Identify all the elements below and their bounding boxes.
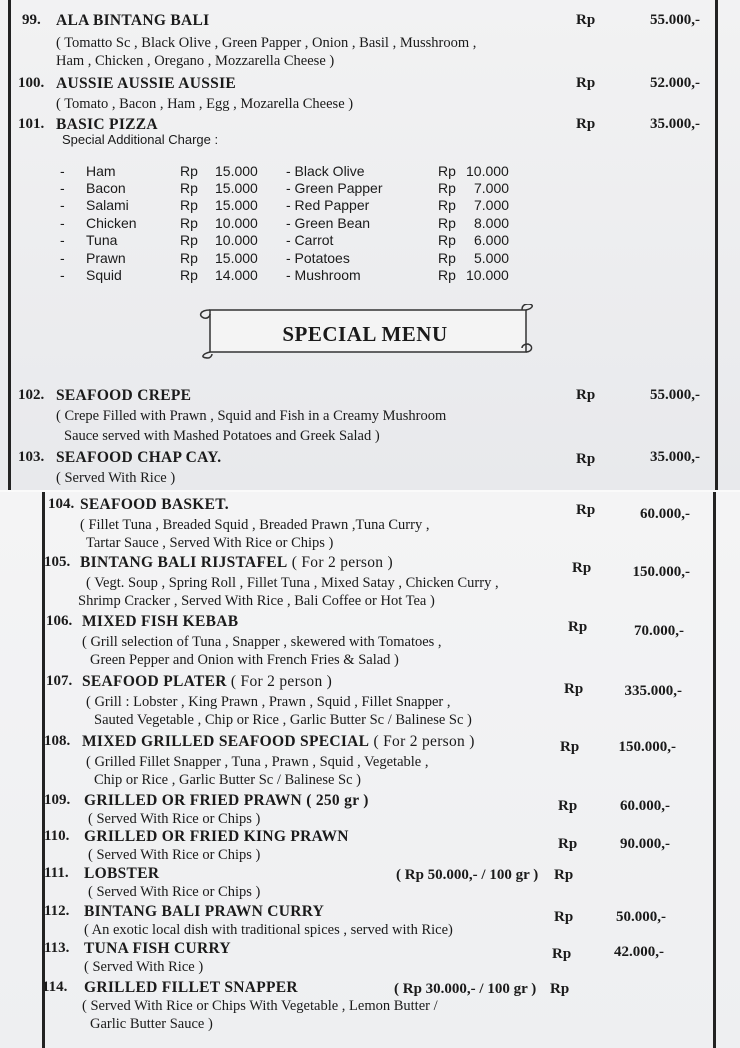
menu-item-111	[44, 865, 684, 903]
item-name: MIXED GRILLED SEAFOOD SPECIAL ( For 2 person )	[82, 733, 475, 750]
charge-price: 8.000	[474, 215, 510, 231]
charge-currency: Rp	[180, 163, 198, 179]
currency-label: Rp	[576, 12, 596, 28]
charge-currency: Rp	[180, 215, 198, 231]
charge-name: - Black Olive	[286, 163, 365, 179]
charge-price: 15.000	[215, 197, 258, 213]
charge-currency: Rp	[180, 267, 198, 283]
charge-currency: Rp	[180, 180, 198, 196]
item-number: 108.	[44, 733, 71, 749]
currency-label: Rp	[558, 836, 578, 852]
item-description: Sauce served with Mashed Potatoes and Greek Salad )	[64, 428, 380, 444]
item-description: ( Served With Rice or Chips With Vegetable , Lemon Butter /	[82, 998, 438, 1014]
menu-page-bottom	[0, 492, 740, 1048]
item-number: 104.	[48, 496, 75, 512]
currency-label: Rp	[576, 75, 596, 91]
item-name: BINTANG BALI PRAWN CURRY	[84, 903, 325, 920]
currency-label: Rp	[568, 619, 588, 635]
charge-name: - Potatoes	[286, 250, 350, 266]
item-description: ( Served With Rice or Chips )	[88, 847, 261, 863]
charge-name: Squid	[86, 267, 122, 283]
currency-label: Rp	[550, 981, 570, 997]
item-description: ( Served With Rice )	[84, 959, 204, 975]
menu-item-100	[18, 75, 708, 115]
charge-name: - Mushroom	[286, 267, 361, 283]
currency-label: Rp	[576, 116, 596, 132]
menu-item-108	[44, 733, 684, 789]
charge-price: 6.000	[474, 232, 510, 248]
charge-price: 10.000	[466, 163, 509, 179]
item-name: SEAFOOD BASKET.	[80, 496, 229, 513]
item-number: 112.	[44, 903, 70, 919]
currency-label: Rp	[552, 946, 572, 962]
item-description: ( Served With Rice or Chips )	[88, 811, 261, 827]
currency-label: Rp	[576, 387, 596, 403]
item-description: Garlic Butter Sauce )	[90, 1016, 213, 1032]
item-description: ( Grill selection of Tuna , Snapper , skewered with Tomatoes ,	[82, 634, 442, 650]
menu-item-114	[42, 979, 682, 1039]
item-price: 90.000,-	[620, 836, 670, 852]
menu-item-102	[18, 387, 708, 447]
currency-label: Rp	[558, 798, 578, 814]
charge-dash: -	[60, 163, 65, 179]
item-description: ( Served With Rice )	[56, 470, 176, 486]
item-description: Shrimp Cracker , Served With Rice , Bali Coffee or Hot Tea )	[78, 593, 435, 609]
special-menu-banner	[196, 304, 534, 360]
item-description: Tartar Sauce , Served With Rice or Chips )	[86, 535, 334, 551]
charge-currency: Rp	[438, 250, 456, 266]
charge-currency: Rp	[180, 197, 198, 213]
menu-item-109	[44, 792, 684, 830]
item-price: 42.000,-	[614, 944, 664, 960]
charge-currency: Rp	[438, 197, 456, 213]
item-price: 35.000,-	[650, 116, 700, 132]
item-price: 50.000,-	[616, 909, 666, 925]
charge-price: 5.000	[474, 250, 510, 266]
item-price: 60.000,-	[620, 798, 670, 814]
charge-price: 7.000	[474, 180, 510, 196]
item-name: SEAFOOD PLATER ( For 2 person )	[82, 673, 333, 690]
item-number: 113.	[44, 940, 70, 956]
currency-label: Rp	[560, 739, 580, 755]
currency-label: Rp	[564, 681, 584, 697]
charge-dash: -	[60, 250, 65, 266]
charge-dash: -	[60, 180, 65, 196]
menu-item-110	[44, 828, 684, 866]
item-description: ( Grilled Fillet Snapper , Tuna , Prawn , Squid , Vegetable ,	[86, 754, 429, 770]
charge-dash: -	[60, 267, 65, 283]
item-price: 335.000,-	[624, 683, 682, 699]
item-description: Sauted Vegetable , Chip or Rice , Garlic Butter Sc / Balinese Sc )	[94, 712, 472, 728]
charge-dash: -	[60, 197, 65, 213]
menu-item-103	[18, 449, 708, 489]
special-menu-title: SPECIAL MENU	[282, 322, 448, 346]
item-price: 150.000,-	[618, 739, 676, 755]
charge-currency: Rp	[438, 232, 456, 248]
item-price: 150.000,-	[632, 564, 690, 580]
charge-currency: Rp	[180, 250, 198, 266]
charge-price: 10.000	[215, 215, 258, 231]
charge-name: Prawn	[86, 250, 126, 266]
item-name: LOBSTER	[84, 865, 160, 882]
item-name: GRILLED OR FRIED KING PRAWN	[84, 828, 349, 845]
charge-price: 15.000	[215, 180, 258, 196]
charge-name: Salami	[86, 197, 129, 213]
price-per-weight: ( Rp 30.000,- / 100 gr )	[394, 981, 537, 997]
item-number: 103.	[18, 449, 45, 465]
charge-name: - Green Papper	[286, 180, 383, 196]
item-description: ( Fillet Tuna , Breaded Squid , Breaded Prawn ,Tuna Curry ,	[80, 517, 430, 533]
charge-price: 10.000	[466, 267, 509, 283]
charge-price: 7.000	[474, 197, 510, 213]
charge-price: 10.000	[215, 232, 258, 248]
currency-label: Rp	[576, 451, 596, 467]
item-number: 111.	[44, 865, 69, 881]
currency-label: Rp	[572, 560, 592, 576]
item-name: TUNA FISH CURRY	[84, 940, 231, 957]
charge-name: - Red Papper	[286, 197, 370, 213]
charge-name: Bacon	[86, 180, 126, 196]
charge-name: Tuna	[86, 232, 118, 248]
charge-currency: Rp	[438, 215, 456, 231]
item-price: 35.000,-	[650, 449, 700, 465]
charge-currency: Rp	[438, 180, 456, 196]
item-number: 106.	[46, 613, 73, 629]
item-name: BINTANG BALI RIJSTAFEL ( For 2 person )	[80, 554, 393, 571]
charge-price: 15.000	[215, 163, 258, 179]
item-name: SEAFOOD CHAP CAY.	[56, 449, 222, 466]
item-description: ( Vegt. Soup , Spring Roll , Fillet Tuna , Mixed Satay , Chicken Curry ,	[86, 575, 499, 591]
charge-currency: Rp	[438, 267, 456, 283]
item-number: 101.	[18, 116, 45, 132]
menu-item-107	[46, 673, 686, 729]
item-number: 99.	[22, 12, 41, 28]
menu-item-105	[44, 554, 690, 612]
item-description: ( Tomatto Sc , Black Olive , Green Papper , Onion , Basil , Musshroom ,	[56, 35, 477, 51]
currency-label: Rp	[576, 502, 596, 518]
menu-item-99	[18, 12, 708, 72]
charge-price: 14.000	[215, 267, 258, 283]
currency-label: Rp	[554, 867, 574, 883]
charge-name: - Green Bean	[286, 215, 371, 231]
item-description: ( Tomato , Bacon , Ham , Egg , Mozarella Cheese )	[56, 96, 354, 112]
item-name: AUSSIE AUSSIE AUSSIE	[56, 75, 237, 92]
item-number: 109.	[44, 792, 71, 808]
item-description: Ham , Chicken , Oregano , Mozzarella Cheese )	[56, 53, 335, 69]
additional-charge-title: Special Additional Charge :	[62, 132, 219, 147]
item-name: BASIC PIZZA	[56, 116, 158, 133]
item-description: ( Grill : Lobster , King Prawn , Prawn , Squid , Fillet Snapper ,	[86, 694, 451, 710]
item-description: ( Crepe Filled with Prawn , Squid and Fish in a Creamy Mushroom	[56, 408, 447, 424]
item-name: GRILLED OR FRIED PRAWN ( 250 gr )	[84, 792, 369, 809]
item-price: 55.000,-	[650, 12, 700, 28]
item-number: 105.	[44, 554, 71, 570]
item-price: 60.000,-	[640, 506, 690, 522]
menu-item-113	[44, 940, 684, 978]
charge-name: Chicken	[86, 215, 137, 231]
charge-dash: -	[60, 232, 65, 248]
item-number: 110.	[44, 828, 70, 844]
item-name: GRILLED FILLET SNAPPER	[84, 979, 298, 996]
item-name: SEAFOOD CREPE	[56, 387, 192, 404]
currency-label: Rp	[554, 909, 574, 925]
item-price: 55.000,-	[650, 387, 700, 403]
item-description: ( An exotic local dish with traditional spices , served with Rice)	[84, 922, 453, 938]
item-name: ALA BINTANG BALI	[56, 12, 210, 29]
item-name: MIXED FISH KEBAB	[82, 613, 239, 630]
menu-item-104	[48, 496, 690, 552]
item-number: 102.	[18, 387, 45, 403]
price-per-weight: ( Rp 50.000,- / 100 gr )	[396, 867, 539, 883]
charge-currency: Rp	[180, 232, 198, 248]
item-description: Chip or Rice , Garlic Butter Sc / Balinese Sc )	[94, 772, 361, 788]
menu-page-top	[0, 0, 740, 490]
charge-dash: -	[60, 215, 65, 231]
item-description: ( Served With Rice or Chips )	[88, 884, 261, 900]
item-price: 70.000,-	[634, 623, 684, 639]
menu-item-112	[44, 903, 684, 941]
charge-currency: Rp	[438, 163, 456, 179]
charge-price: 15.000	[215, 250, 258, 266]
charge-name: - Carrot	[286, 232, 334, 248]
charge-name: Ham	[86, 163, 116, 179]
item-number: 100.	[18, 75, 45, 91]
item-number: 114.	[42, 979, 68, 995]
item-description: Green Pepper and Onion with French Fries & Salad )	[90, 652, 399, 668]
item-number: 107.	[46, 673, 73, 689]
menu-item-106	[46, 613, 686, 669]
item-price: 52.000,-	[650, 75, 700, 91]
